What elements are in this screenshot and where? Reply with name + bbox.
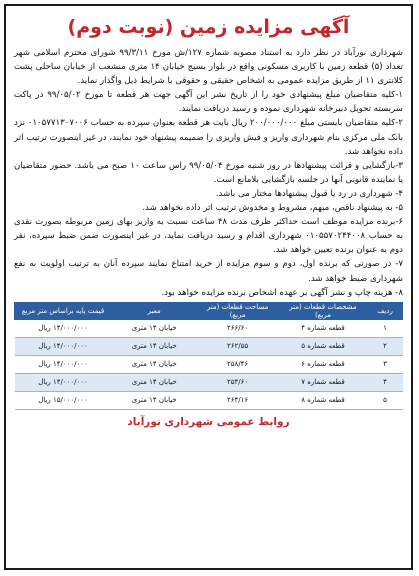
cell-lot-area: ۲۶۴/۱۶ <box>197 391 278 409</box>
cell-lot-area: ۲۵۸/۴۶ <box>197 355 278 373</box>
cell-lot-spec: قطعه شماره ۷ <box>278 373 367 391</box>
cell-lot-spec: قطعه شماره ۸ <box>278 391 367 409</box>
condition-4: ۴- شهرداری در رد یا قبول پیشنهادها مختار می باشد. <box>215 188 403 199</box>
cell-lot-area: ۲۵۴/۶۰ <box>197 373 278 391</box>
header-street: معبر <box>112 302 197 319</box>
announcement-body <box>6 42 411 300</box>
table-row <box>15 373 403 391</box>
cell-row-number: ۳ <box>368 355 403 373</box>
cell-street: خیابان ۱۴ متری <box>112 319 197 337</box>
header-row-number: ردیف <box>368 302 403 319</box>
condition-6: ۶-برنده مزایده موظف است حداکثر ظرف مدت ۴۸ ساعت نسبت به واریز بهای زمین مربوطه بصورت نقدی به حساب ۰۱۰۵۵۷۰۲۴۴۰۰۸ شهرداری اقدام و رسید دریافت نماید، در غیر اینصورت ضمن ضبط سپرده، نفر دوم به عنوان برنده تعیین خواهد شد. <box>14 217 403 256</box>
intro-paragraph: شهرداری نورآباد در نظر دارد به استناد مصوبه شماره ۱۲۷/ش مورخ ۹۹/۳/۱۱ شورای محترم اسلامی شهر تعداد (۵) قطعه زمین با کاربری مسکونی واقع در بلوار بسیج خیابان ۱۴ متری منشعب از خیابان ساحلی پشت کلانتری ۱۱ از طریق مزایده عمومی به اشخاص حقیقی و حقوقی با شرایط ذیل واگذار نماید. <box>14 48 404 87</box>
table-row <box>15 337 403 355</box>
cell-street: خیابان ۱۴ متری <box>112 355 197 373</box>
table-row <box>15 391 403 409</box>
cell-row-number: ۱ <box>368 319 403 337</box>
cell-base-price: ۱۴/۰۰۰/۰۰۰ ریال <box>15 319 112 337</box>
cell-row-number: ۴ <box>368 373 403 391</box>
cell-lot-spec: قطعه شماره ۶ <box>278 355 367 373</box>
header-base-price: قیمت پایه براساس متر مربع <box>15 302 112 319</box>
announcement-page <box>4 4 413 570</box>
condition-3: ۳-بازگشایی و قرائت پیشنهادها در روز شنبه مورخ ۹۹/۰۵/۰۴ راس ساعت ۱۰ صبح می باشد. حضور متقاضیان یا نماینده قانونی آنها در جلسه بازگشایی بلامانع است. <box>14 160 403 185</box>
cell-row-number: ۲ <box>368 337 403 355</box>
cell-base-price: ۱۵/۰۰۰/۰۰۰ ریال <box>15 391 112 409</box>
table-row <box>15 355 403 373</box>
condition-1: ۱-کلیه متقاضیان مبلغ پیشنهادی خود را از تاریخ نشر این آگهی جهت هر قطعه تا مورخ ۹۹/۰۵/۰۲ در پاکت سربسته تحویل دبیرخانه شهرداری نموده و رسید دریافت نمایند. <box>14 90 403 115</box>
cell-street: خیابان ۱۴ متری <box>112 337 197 355</box>
cell-base-price: ۱۴/۰۰۰/۰۰۰ ریال <box>15 337 112 355</box>
cell-lot-area: ۲۶۶/۶۰ <box>197 319 278 337</box>
footer-signature: روابط عمومی شهرداری نورآباد <box>127 415 290 428</box>
condition-8: ۸- هزینه چاپ و نشر آگهی بر عهده اشخاص برنده مزایده خواهد بود. <box>161 287 403 298</box>
header-lot-spec: مشخصات قطعات (متر مربع) <box>278 302 367 319</box>
lots-table <box>14 302 403 410</box>
cell-base-price: ۱۴/۰۰۰/۰۰۰ ریال <box>15 355 112 373</box>
table-row <box>15 319 403 337</box>
condition-7: ۷- در صورتی که برنده اول، دوم و سوم مزایده از خرید امتناع نمایند سپرده آنان به ترتیب اولویت به نفع شهرداری ضبط خواهد شد. <box>14 259 403 284</box>
cell-street: خیابان ۱۴ متری <box>112 373 197 391</box>
announcement-title: آگهی مزایده زمین (نوبت دوم) <box>67 16 350 38</box>
condition-5: ۵- به پیشنهاد ناقص، مبهم، مشروط و مخدوش ترتیب اثر داده نخواهد شد. <box>142 203 403 214</box>
table-header-row <box>15 302 403 319</box>
cell-base-price: ۱۴/۰۰۰/۰۰۰ ریال <box>15 373 112 391</box>
cell-row-number: ۵ <box>368 391 403 409</box>
cell-lot-spec: قطعه شماره ۴ <box>278 319 367 337</box>
cell-lot-area: ۲۶۲/۵۵ <box>197 337 278 355</box>
condition-2: ۲-کلیه متقاضیان بایستی مبلغ ۲۰۰/۰۰۰/۰۰۰ ریال بابت هر قطعه بعنوان سپرده به حساب ۰۱۰۵۷۷۱۳۰۷۰۰۶ نزد بانک ملی مرکزی بنام شهرداری واریز و فیش واریزی را ضمیمه پیشنهاد خود نمایند، در غیر اینصورت ترتیب اثر داده نخواهد شد. <box>14 118 403 157</box>
cell-street: خیابان ۱۴ متری <box>112 391 197 409</box>
cell-lot-spec: قطعه شماره ۵ <box>278 337 367 355</box>
header-lot-area: مساحت قطعات (متر مربع) <box>197 302 278 319</box>
lots-table-wrapper <box>6 300 411 410</box>
